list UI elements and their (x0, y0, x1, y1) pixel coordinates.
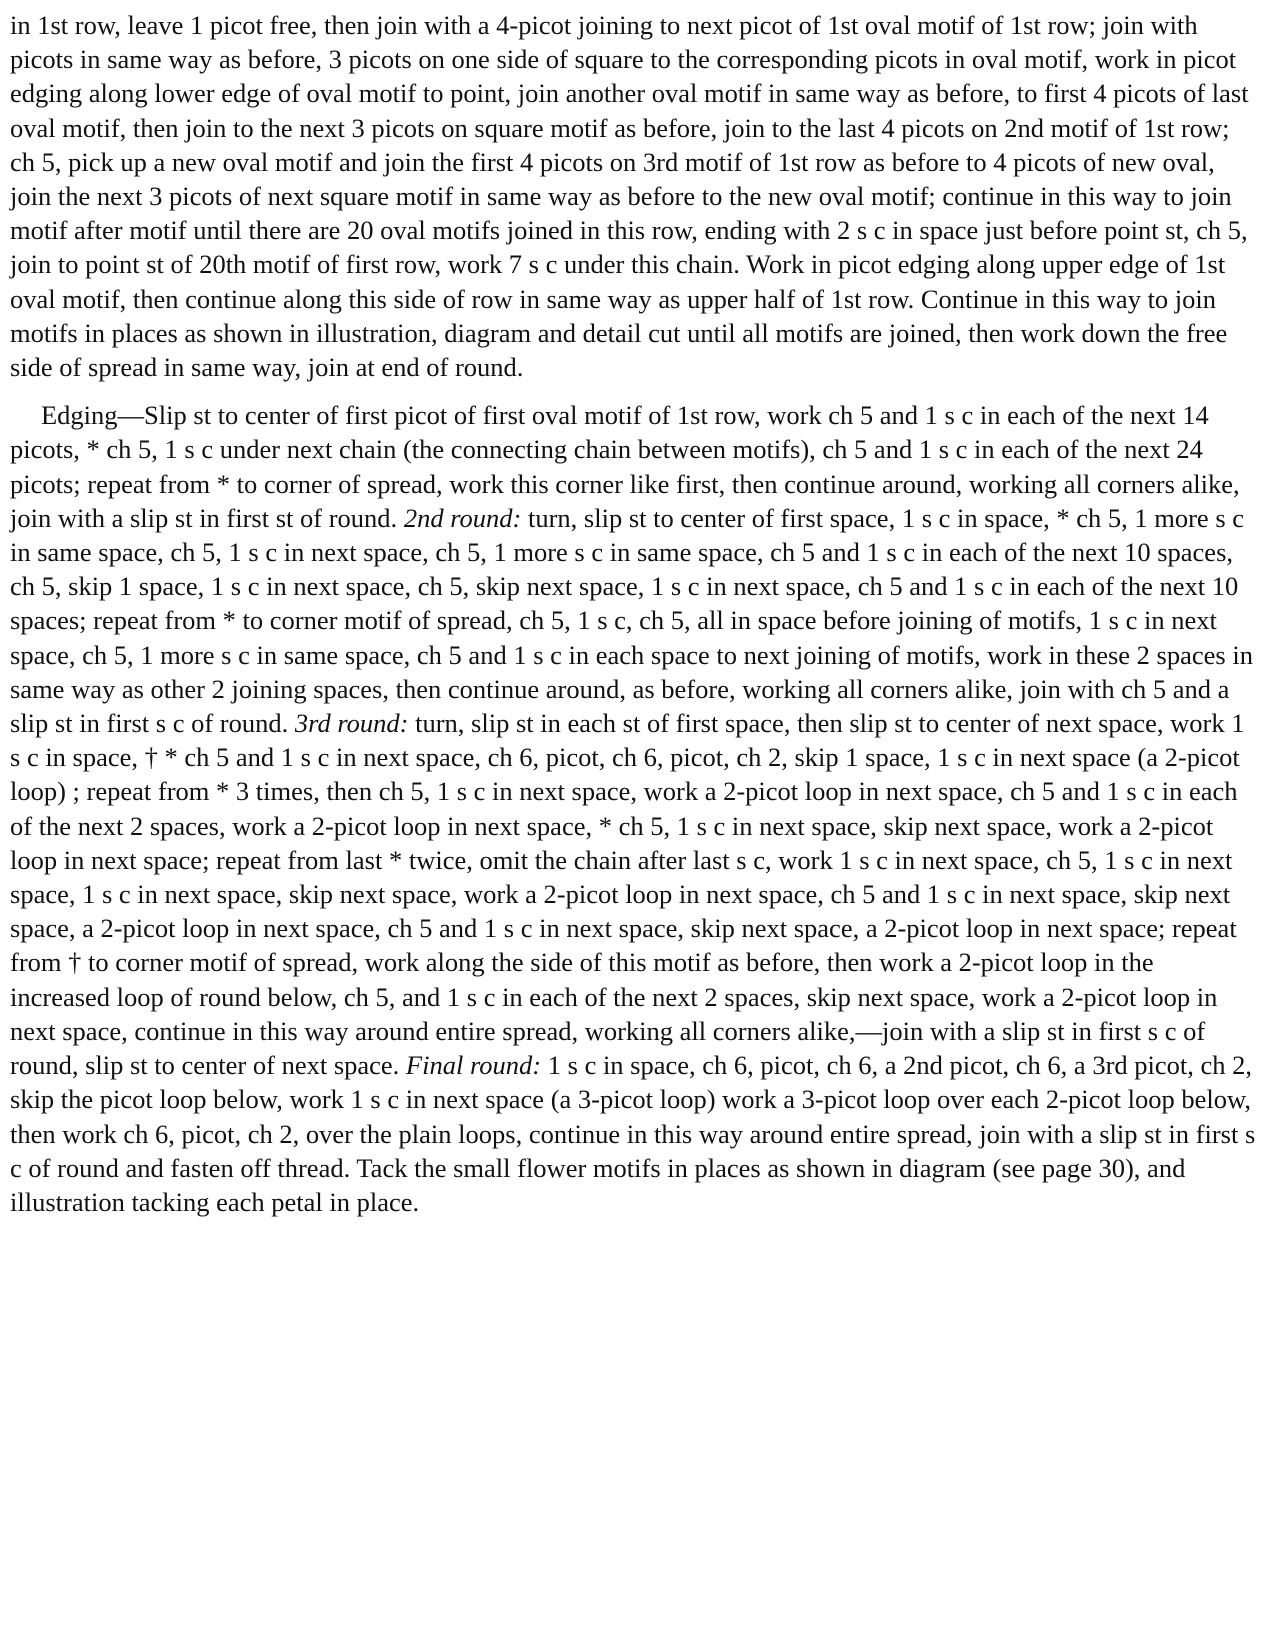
round-3-text: turn, slip st in each st of first space, then slip st to center of next space, work 1 s c in space, † * ch 5 and 1 s c in next space, ch 6, picot, ch 6, picot, ch 2, skip 1 space, 1 s c in next space (a 2-picot loop) ; repeat from * 3 times, then ch 5, 1 s c in next space, work a 2-picot loop in next space, ch 5 and 1 s c in each of the next 2 spaces, work a 2-picot loop in next space, * ch 5, 1 s c in next space, skip next space, work a 2-picot loop in next space; repeat from last * twice, omit the chain after last s c, work 1 s c in next space, ch 5, 1 s c in next space, 1 s c in next space, skip next space, work a 2-picot loop in next space, ch 5 and 1 s c in next space, skip next space, a 2-picot loop in next space, ch 5 and 1 s c in next space, skip next space, a 2-picot loop in next space; repeat from † to corner motif of spread, work along the side of this motif as before, then work a 2-picot loop in the increased loop of round below, ch 5, and 1 s c in each of the next 2 spaces, skip next space, work a 2-picot loop in next space, continue in this way around entire spread, working all corners alike,—join with a slip st in first s c of round, slip st to center of next space. (10, 708, 1245, 1081)
edging-intro-text: Edging—Slip st to center of first picot of first oval motif of 1st row, work ch 5 and 1 s c in each of the next 14 picots, * ch 5, 1 s c under next chain (the connecting chain between motifs), ch 5 and 1 s c in each of the next 24 picots; repeat from * to corner of spread, work this corner like first, then continue around, working all corners alike, join with a slip st in first st of round. (10, 400, 1240, 533)
round-2-label: 2nd round: (403, 502, 522, 533)
paragraph-edging (10, 398, 1260, 1219)
document-page (10, 8, 1260, 1219)
final-round-text: 1 s c in space, ch 6, picot, ch 6, a 2nd picot, ch 6, a 3rd picot, ch 2, skip the picot loop below, work 1 s c in next space (a 3-picot loop) work a 3-picot loop over each 2-picot loop below, then work ch 6, picot, ch 2, over the plain loops, continue in this way around entire spread, join with a slip st in first s c of round and fasten off thread. Tack the small flower motifs in places as shown in diagram (see page 30), and illustration tacking each petal in place. (10, 1050, 1256, 1217)
round-3-label: 3rd round: (294, 708, 409, 739)
round-2-text: turn, slip st to center of first space, 1 s c in space, * ch 5, 1 more s c in same space, ch 5, 1 s c in next space, ch 5, 1 more s c in same space, ch 5 and 1 s c in each of the next 10 spaces, ch 5, skip 1 space, 1 s c in next space, ch 5, skip next space, 1 s c in next space, ch 5 and 1 s c in each of the next 10 spaces; repeat from * to corner motif of spread, ch 5, 1 s c, ch 5, all in space before joining of motifs, 1 s c in next space, ch 5, 1 more s c in same space, ch 5 and 1 s c in each space to next joining of motifs, work in these 2 spaces in same way as other 2 joining spaces, then continue around, as before, working all corners alike, join with ch 5 and a slip st in first s c of round. (10, 502, 1253, 739)
paragraph-joining-motifs: in 1st row, leave 1 picot free, then join with a 4-picot joining to next picot of 1st oval motif of 1st row; join with picots in same way as before, 3 picots on one side of square to the corresponding picots in oval motif, work in picot edging along lower edge of oval motif to point, join another oval motif in same way as before, to first 4 picots of last oval motif, then join to the next 3 picots on square motif as before, join to the last 4 picots on 2nd motif of 1st row; ch 5, pick up a new oval motif and join the first 4 picots on 3rd motif of 1st row as before to 4 picots of new oval, join the next 3 picots of next square motif in same way as before to the new oval motif; continue in this way to join motif after motif until there are 20 oval motifs joined in this row, ending with 2 s c in space just before point st, ch 5, join to point st of 20th motif of first row, work 7 s c under this chain. Work in picot edging along upper edge of 1st oval motif, then continue along this side of row in same way as upper half of 1st row. Continue in this way to join motifs in places as shown in illustration, diagram and detail cut until all motifs are joined, then work down the free side of spread in same way, join at end of round. (10, 10, 1249, 383)
final-round-label: Final round: (405, 1050, 542, 1081)
